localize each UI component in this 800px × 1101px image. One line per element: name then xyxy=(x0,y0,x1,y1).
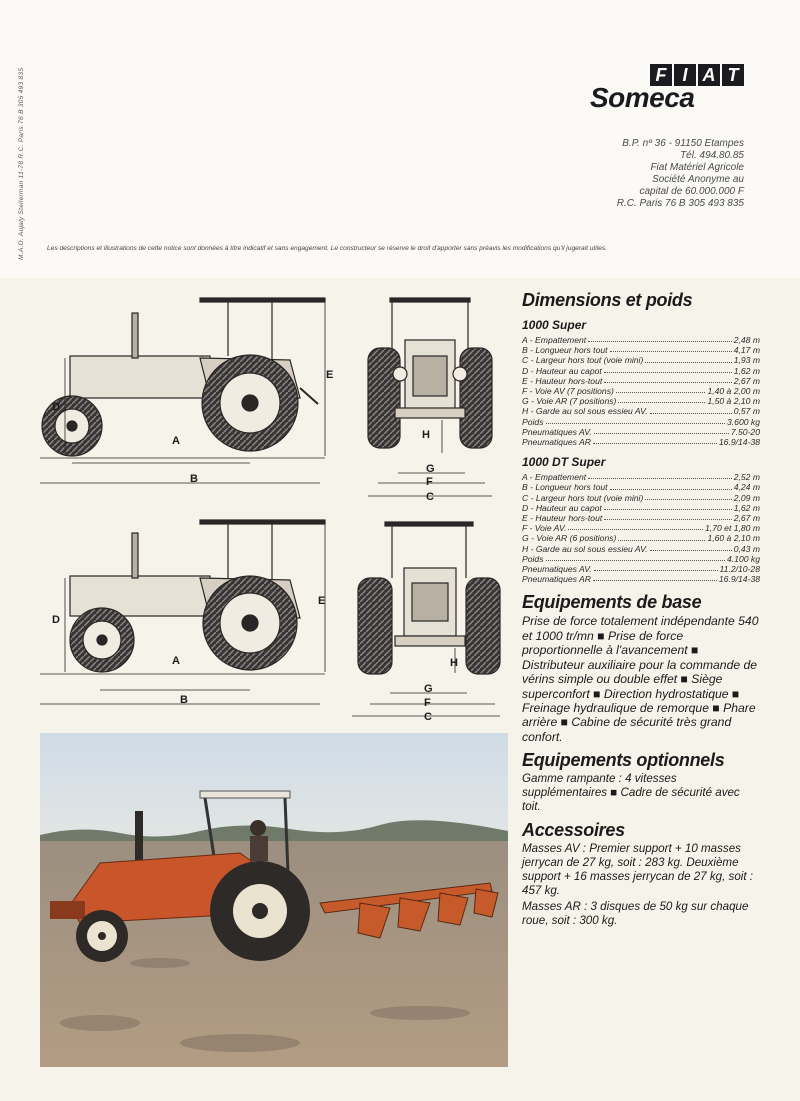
section-title-dimensions: Dimensions et poids xyxy=(522,290,693,310)
spec-label: B - Longueur hors tout xyxy=(522,345,608,356)
leader-dots xyxy=(594,427,729,434)
address-line: Société Anonyme au xyxy=(652,174,744,185)
dim-label-d: D xyxy=(52,401,60,413)
spec-label: H - Garde au sol sous essieu AV. xyxy=(522,406,648,417)
dim-label-e: E xyxy=(326,369,334,381)
spec-row xyxy=(522,554,760,564)
section-title-accessoires: Accessoires xyxy=(522,820,625,841)
dim-label-f: F xyxy=(424,697,431,709)
leader-dots xyxy=(610,345,732,352)
leader-dots xyxy=(618,533,705,540)
spec-value: 2,67 m xyxy=(733,513,760,524)
spec-label: C - Largeur hors tout (voie mini) xyxy=(522,355,644,366)
address-line: Fiat Matériel Agricole xyxy=(650,162,744,173)
spec-label: Pneumatiques AV. xyxy=(522,564,592,575)
margin-note: M.A.O. Aujaly Steilerman 11-78 R.C. Paris 76 B 305 493 835 xyxy=(18,67,25,260)
dim-label-a: A xyxy=(172,435,180,447)
dim-label-h: H xyxy=(422,429,430,441)
address-line: B.P. nº 36 - 91150 Etampes xyxy=(622,138,744,149)
logo-letter: I xyxy=(674,64,696,86)
spec-label: C - Largeur hors tout (voie mini) xyxy=(522,492,644,503)
spec-row xyxy=(522,396,760,406)
spec-row xyxy=(522,503,760,513)
leader-dots xyxy=(604,513,731,520)
spec-label: F - Voie AV (7 positions) xyxy=(522,386,614,397)
spec-value: 1,62 m xyxy=(733,365,760,376)
spec-value: 1,93 m xyxy=(733,355,760,366)
spec-row xyxy=(522,513,760,523)
dim-label-d: D xyxy=(52,614,60,626)
section-title-equipements-base: Equipements de base xyxy=(522,592,702,613)
dim-label-b: B xyxy=(180,694,188,706)
spec-value: 4,24 m xyxy=(733,482,760,493)
spec-label: E - Hauteur hors-tout xyxy=(522,375,603,386)
spec-row xyxy=(522,406,760,416)
spec-value: 1,50 à 2,10 m xyxy=(707,396,760,407)
leader-dots xyxy=(604,376,731,383)
model-title: 1000 DT Super xyxy=(522,455,606,470)
spec-value: 0,43 m xyxy=(733,543,760,554)
company-address xyxy=(617,138,744,210)
spec-value: 2,67 m xyxy=(733,375,760,386)
spec-value: 0,57 m xyxy=(733,406,760,417)
spec-value: 1,40 à 2,00 m xyxy=(707,386,760,397)
dim-label-c: C xyxy=(426,491,434,503)
logo-letter: T xyxy=(722,64,744,86)
logo-letter: A xyxy=(698,64,720,86)
dim-label-g: G xyxy=(426,463,435,475)
dim-label-h: H xyxy=(450,657,458,669)
spec-value: 4.100 kg xyxy=(727,553,760,564)
leader-dots xyxy=(645,493,731,500)
spec-row xyxy=(522,335,760,345)
leader-dots xyxy=(645,355,731,362)
spec-label: A - Empattement xyxy=(522,472,587,483)
spec-row xyxy=(522,437,760,447)
spec-row xyxy=(522,417,760,427)
spec-label: Poids xyxy=(522,416,544,427)
disclaimer: Les descriptions et illustrations de cette notice sont données à titre indicatif et sans engagement. Le constructeur se réserve le droit d'apporter sans préavis les modifications qu'il jugerait utiles. xyxy=(47,245,607,252)
spec-row xyxy=(522,574,760,584)
spec-label: G - Voie AR (6 positions) xyxy=(522,533,617,544)
tractor-ploughing-photo xyxy=(40,733,508,1067)
address-line: R.C. Paris 76 B 305 493 835 xyxy=(616,198,744,209)
leader-dots xyxy=(568,523,703,530)
leader-dots xyxy=(650,406,732,413)
dim-label-g: G xyxy=(424,683,433,695)
photo-svg xyxy=(40,733,508,1067)
section-title-equipements-optionnels: Equipements optionnels xyxy=(522,750,725,771)
leader-dots xyxy=(604,503,732,510)
fiat-someca-logo xyxy=(590,64,750,114)
dim-label-b: B xyxy=(190,473,198,485)
dim-label-a: A xyxy=(172,655,180,667)
spec-column xyxy=(522,290,760,928)
leader-dots xyxy=(650,544,732,551)
dim-label-c: C xyxy=(424,711,432,723)
spec-label: A - Empattement xyxy=(522,335,587,345)
spec-label: Pneumatiques AR xyxy=(522,574,591,585)
spec-row xyxy=(522,376,760,386)
dim-label-f: F xyxy=(426,476,433,488)
logo-letter: F xyxy=(650,64,672,86)
side-view-1000-dt-super xyxy=(40,520,325,704)
spec-row xyxy=(522,523,760,533)
leader-dots xyxy=(546,417,726,424)
spec-label: Pneumatiques AR xyxy=(522,437,591,448)
spec-label: D - Hauteur au capot xyxy=(522,502,602,513)
leader-dots xyxy=(618,396,705,403)
spec-label: H - Garde au sol sous essieu AV. xyxy=(522,543,648,554)
spec-row xyxy=(522,366,760,376)
spec-row xyxy=(522,345,760,355)
spec-row xyxy=(522,564,760,574)
leader-dots xyxy=(588,335,732,342)
spec-row xyxy=(522,533,760,543)
accessoires-ar-text: Masses AR : 3 disques de 50 kg sur chaque roue, soit : 300 kg. xyxy=(522,900,749,928)
spec-label: F - Voie AV. xyxy=(522,523,567,534)
spec-list-1000-dt-super xyxy=(522,472,760,584)
spec-row xyxy=(522,472,760,482)
someca-wordmark: Someca xyxy=(590,82,695,113)
spec-label: E - Hauteur hors-tout xyxy=(522,513,603,524)
spec-value: 11.2/10-28 xyxy=(719,564,760,575)
leader-dots xyxy=(594,564,718,571)
spec-value: 2,09 m xyxy=(733,492,760,503)
equipements-base-text: Prise de force totalement indépendante 540 et 1000 tr/mn ■ Prise de force proportionnelle à l'avancement ■ Distributeur auxiliaire pour la commande de vérins simple ou double effet ■ Siège superconfort ■ Direction hydrostatique ■ Freinage hydraulique de remorque ■ Phare arrière ■ Cabine de sécurité très grand confort. xyxy=(522,614,759,744)
spec-value: 2,52 m xyxy=(733,472,760,483)
spec-label: B - Longueur hors tout xyxy=(522,482,608,493)
model-title: 1000 Super xyxy=(522,318,587,332)
spec-row xyxy=(522,482,760,492)
leader-dots xyxy=(616,386,706,393)
spec-label: G - Voie AR (7 positions) xyxy=(522,396,617,407)
equipements-optionnels-text: Gamme rampante : 4 vitesses supplémentaires ■ Cadre de sécurité avec toit. xyxy=(522,772,740,814)
spec-value: 3.600 kg xyxy=(727,416,760,427)
tractor-drawings-svg xyxy=(0,278,520,728)
spec-row xyxy=(522,427,760,437)
spec-value: 16.9/14-38 xyxy=(718,437,760,448)
side-view-1000-super xyxy=(40,298,325,483)
spec-label: Pneumatiques AV. xyxy=(522,426,592,437)
leader-dots xyxy=(604,366,732,373)
spec-value: 7.50-20 xyxy=(730,426,760,437)
spec-row xyxy=(522,493,760,503)
dim-label-e: E xyxy=(318,595,326,607)
spec-label: Poids xyxy=(522,553,544,564)
spec-row xyxy=(522,386,760,396)
leader-dots xyxy=(593,574,717,581)
spec-value: 4,17 m xyxy=(733,345,760,356)
spec-label: D - Hauteur au capot xyxy=(522,365,602,376)
spec-value: 1,60 à 2,10 m xyxy=(707,533,760,544)
accessoires-av-text: Masses AV : Premier support + 10 masses jerrycan de 27 kg, soit : 283 kg. Deuxième support + 16 masses jerrycan de 27 kg, soit : 457 kg. xyxy=(522,842,754,898)
technical-drawings xyxy=(0,278,520,728)
spec-value: 2,48 m xyxy=(733,335,760,345)
leader-dots xyxy=(588,472,732,479)
spec-value: 1,70 et 1,80 m xyxy=(705,523,760,534)
spec-list-1000-super xyxy=(522,335,760,447)
spec-row xyxy=(522,544,760,554)
leader-dots xyxy=(610,482,732,489)
leader-dots xyxy=(546,554,726,561)
spec-value: 1,62 m xyxy=(733,502,760,513)
address-line: Tél. 494.80.85 xyxy=(680,150,744,161)
spec-row xyxy=(522,355,760,365)
address-line: capital de 60.000.000 F xyxy=(639,186,744,197)
leader-dots xyxy=(593,437,717,444)
spec-value: 16.9/14-38 xyxy=(718,574,760,585)
